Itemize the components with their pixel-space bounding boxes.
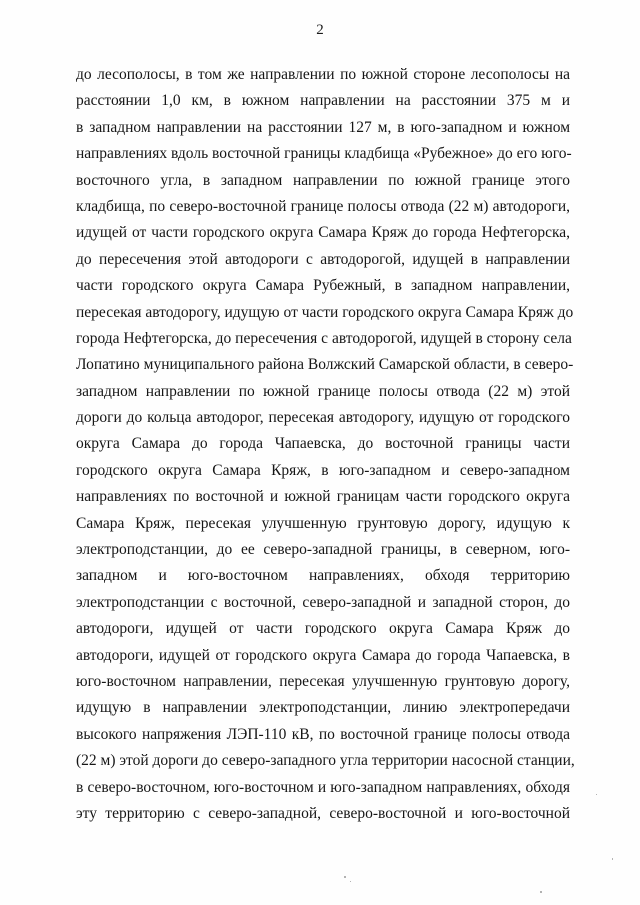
scan-speck: [540, 891, 542, 893]
text-line: города Нефтегорска, до пересечения с автодорогой, идущей в сторону села: [76, 329, 572, 347]
text-line: эту территорию с северо-западной, северо-восточной и юго-восточной: [76, 804, 570, 822]
text-line: части городского округа Самара Рубежный, в западном направлении,: [76, 277, 570, 295]
text-line: Лопатино муниципального района Волжский Самарской области, в северо-: [76, 356, 574, 374]
text-line: расстоянии 1,0 км, в южном направлении на расстоянии 375 м и: [76, 92, 570, 110]
document-body: [76, 62, 575, 827]
text-line: идущую в направлении электроподстанции, линию электропередачи: [76, 699, 570, 717]
scan-speck: [612, 858, 613, 860]
scan-speck: [344, 876, 346, 878]
text-line: округа Самара до города Чапаевска, до восточной границы части: [76, 435, 570, 453]
page-number: 2: [316, 22, 324, 38]
text-line: до лесополосы, в том же направлении по южной стороне лесополосы на: [76, 66, 570, 83]
text-line: западном и юго-восточном направлениях, обходя территорию: [76, 567, 570, 585]
text-line: дороги до кольца автодорог, пересекая автодорогу, идущую от городского: [76, 409, 570, 427]
text-line: электроподстанции с восточной, северо-западной и западной сторон, до: [76, 593, 570, 611]
text-line: городского округа Самара Кряж, в юго-западном и северо-западном: [76, 461, 570, 479]
text-line: направлениях по восточной и южной границам части городского округа: [76, 488, 570, 506]
text-line: кладбища, по северо-восточной границе полосы отвода (22 м) автодороги,: [76, 197, 570, 215]
text-line: пересекая автодорогу, идущую от части городского округа Самара Кряж до: [76, 303, 574, 321]
text-line: автодороги, идущей от части городского округа Самара Кряж до: [76, 620, 570, 638]
text-line: западном направлении по южной границе полосы отвода (22 м) этой: [76, 382, 570, 400]
text-line: восточного угла, в западном направлении по южной границе этого: [76, 171, 570, 189]
text-line: до пересечения этой автодороги с автодорогой, идущей в направлении: [76, 250, 570, 268]
text-line: направлениях вдоль восточной границы кладбища «Рубежное» до его юго-: [76, 145, 572, 163]
text-line: Самара Кряж, пересекая улучшенную грунтовую дорогу, идущую к: [76, 514, 570, 532]
text-line: идущей от части городского округа Самара Кряж до города Нефтегорска,: [76, 224, 570, 242]
text-line: высокого напряжения ЛЭП-110 кВ, по восточной границе полосы отвода: [76, 725, 570, 743]
text-line: (22 м) этой дороги до северо-западного угла территории насосной станции,: [76, 752, 575, 770]
text-line: в западном направлении на расстоянии 127 м, в юго-западном и южном: [76, 118, 570, 136]
text-line: юго-восточном направлении, пересекая улучшенную грунтовую дорогу,: [76, 672, 570, 690]
text-line: автодороги, идущей от городского округа Самара до города Чапаевска, в: [76, 646, 570, 664]
text-line: в северо-восточном, юго-восточном и юго-западном направлениях, обходя: [76, 778, 570, 796]
scan-speck: [350, 881, 351, 882]
scan-speck: [596, 794, 597, 795]
text-line: электроподстанции, до ее северо-западной границы, в северном, юго-: [76, 541, 570, 559]
